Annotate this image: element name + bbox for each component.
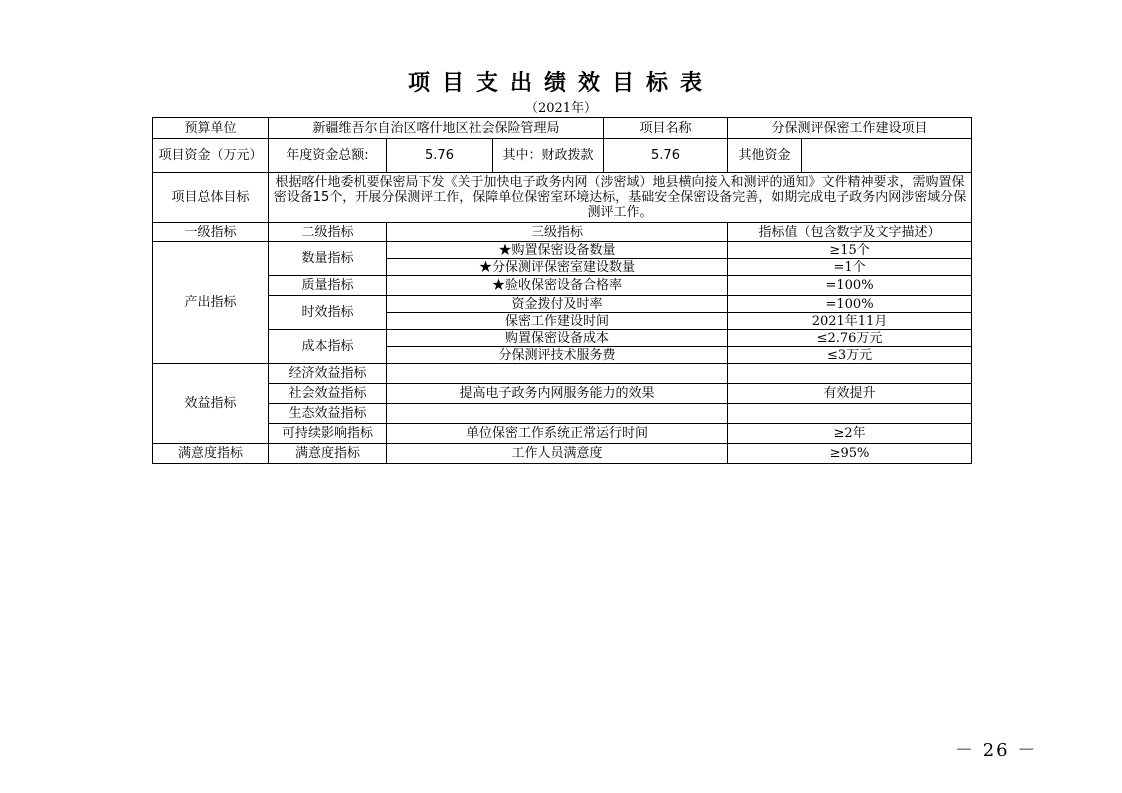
table-row (153, 444, 972, 464)
sustainable-label: 可持续影响指标 (269, 424, 387, 444)
project-name-value: 分保测评保密工作建设项目 (728, 118, 972, 139)
funds-row (153, 139, 972, 173)
economic-label: 经济效益指标 (269, 364, 387, 384)
page-number: － 26 － (955, 740, 1038, 761)
value-cell: ≥95% (728, 444, 972, 464)
col-level3: 三级指标 (387, 223, 728, 242)
table-row (153, 404, 972, 424)
col-level1: 一级指标 (153, 223, 269, 242)
satisfaction-label: 满意度指标 (153, 444, 269, 464)
indicator-cell: 保密工作建设时间 (387, 313, 728, 330)
goal-text: 根据喀什地委机要保密局下发《关于加快电子政务内网（涉密域）地县横向接入和测评的通知》文件精神要求，需购置保密设备15个，开展分保测评工作，保障单位保密室环境达标，基础安全保密设备完善，如期完成电子政务内网涉密域分保测评工作。 (269, 173, 972, 223)
value-cell: 2021年11月 (728, 313, 972, 330)
header-row (153, 118, 972, 139)
indicator-cell: 购置保密设备成本 (387, 330, 728, 347)
table-row (153, 424, 972, 444)
table-row (153, 384, 972, 404)
ecological-label: 生态效益指标 (269, 404, 387, 424)
indicator-cell: 分保测评技术服务费 (387, 347, 728, 364)
value-cell: ≥2年 (728, 424, 972, 444)
quality-label: 质量指标 (269, 276, 387, 296)
value-cell (728, 404, 972, 424)
goal-row (153, 173, 972, 223)
indicator-cell: 资金拨付及时率 (387, 296, 728, 313)
table-row (153, 296, 972, 313)
value-cell: =1个 (728, 259, 972, 276)
value-cell: 有效提升 (728, 384, 972, 404)
budget-unit-value: 新疆维吾尔自治区喀什地区社会保险管理局 (269, 118, 604, 139)
output-label: 产出指标 (153, 242, 269, 364)
quantity-label: 数量指标 (269, 242, 387, 276)
benefit-label: 效益指标 (153, 364, 269, 444)
year-subtitle: （2021年） (524, 101, 598, 116)
indicator-cell: ★购置保密设备数量 (387, 242, 728, 259)
cost-label: 成本指标 (269, 330, 387, 364)
indicator-cell (387, 364, 728, 384)
value-cell: =100% (728, 296, 972, 313)
value-cell: =100% (728, 276, 972, 296)
budget-unit-label: 预算单位 (153, 118, 269, 139)
page-title: 项目支出绩效目标表 (407, 70, 714, 96)
satisfaction-sub-label: 满意度指标 (269, 444, 387, 464)
other-funds-value (802, 139, 972, 173)
indicator-cell: 提高电子政务内网服务能力的效果 (387, 384, 728, 404)
column-header-row (153, 223, 972, 242)
value-cell (728, 364, 972, 384)
timeliness-label: 时效指标 (269, 296, 387, 330)
table-row (153, 276, 972, 296)
indicator-cell: ★验收保密设备合格率 (387, 276, 728, 296)
other-funds-label: 其他资金 (728, 139, 802, 173)
value-cell: ≤2.76万元 (728, 330, 972, 347)
indicator-cell: ★分保测评保密室建设数量 (387, 259, 728, 276)
annual-total-label: 年度资金总额: (269, 139, 387, 173)
fiscal-label: 其中：财政拨款 (493, 139, 604, 173)
project-name-label: 项目名称 (604, 118, 728, 139)
social-label: 社会效益指标 (269, 384, 387, 404)
table-row (153, 330, 972, 347)
value-cell: ≤3万元 (728, 347, 972, 364)
funds-label: 项目资金（万元） (153, 139, 269, 173)
col-value: 指标值（包含数字及文字描述） (728, 223, 972, 242)
table-row (153, 364, 972, 384)
indicator-cell: 工作人员满意度 (387, 444, 728, 464)
annual-total-value: 5.76 (387, 139, 493, 173)
fiscal-value: 5.76 (604, 139, 728, 173)
value-cell: ≥15个 (728, 242, 972, 259)
table-row (153, 242, 972, 259)
indicator-cell (387, 404, 728, 424)
indicator-cell: 单位保密工作系统正常运行时间 (387, 424, 728, 444)
performance-target-table (152, 117, 972, 464)
goal-label: 项目总体目标 (153, 173, 269, 223)
col-level2: 二级指标 (269, 223, 387, 242)
